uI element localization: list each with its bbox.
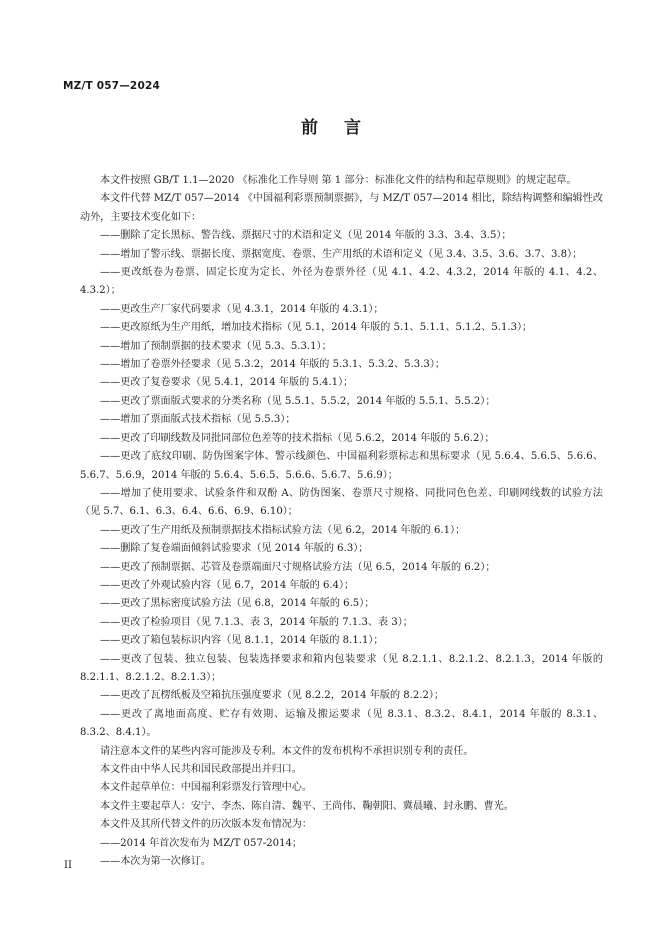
- paragraph: 本文件起草单位：中国福利彩票发行管理中心。: [100, 782, 312, 794]
- list-item: ——更改了包装、独立包装、包装选择要求和箱内包装要求（见 8.2.1.1、8.2.1.2、8.2.1.3，2014 年版的 8.2.1.1、8.2.1.2、8.2.1.3）；: [80, 653, 603, 683]
- list-item: ——更改了底纹印刷、防伪图案字体、警示线颜色、中国福利彩票标志和黑标要求（见 5.6.4、5.6.5、5.6.6、5.6.7、5.6.9，2014 年版的 5.6.4、5.6.5、5.6.6、5.6.7、5.6.9）；: [80, 451, 603, 481]
- list-item: ——更改了瓦楞纸板及空箱抗压强度要求（见 8.2.2，2014 年版的 8.2.2）；: [100, 690, 445, 702]
- list-item: ——更改纸卷为卷票、固定长度为定长、外径为卷票外径（见 4.1、4.2、4.3.2，2014 年版的 4.1、4.2、4.3.2）；: [80, 267, 603, 297]
- list-item: ——更改原纸为生产用纸，增加技术指标（见 5.1，2014 年版的 5.1、5.1.1、5.1.2、5.1.3）；: [100, 322, 533, 334]
- list-item: ——更改了箱包装标识内容（见 8.1.1，2014 年版的 8.1.1）；: [100, 635, 384, 647]
- list-item: ——增加了警示线、票据长度、票据宽度、卷票、生产用纸的术语和定义（见 3.4、3.5、3.6、3.7、3.8）；: [100, 248, 583, 260]
- foreword-body: [80, 172, 603, 871]
- list-item: ——更改生产厂家代码要求（见 4.3.1，2014 年版的 4.3.1）；: [100, 303, 384, 315]
- list-item: ——更改了外观试验内容（见 6.7，2014 年版的 6.4）；: [100, 579, 355, 591]
- list-item: ——更改了预制票据、芯管及卷票端面尺寸规格试验方法（见 6.5，2014 年版的 6.2）；: [100, 561, 496, 573]
- list-item: ——更改了生产用纸及预制票据技术指标试验方法（见 6.2，2014 年版的 6.1）；: [100, 524, 466, 536]
- list-item: ——更改了离地面高度、贮存有效期、运输及搬运要求（见 8.3.1、8.3.2、8.4.1，2014 年版的 8.3.1、8.3.2、8.4.1）。: [80, 708, 603, 739]
- standard-code: MZ/T 057—2024: [63, 80, 160, 92]
- list-item: ——更改了黑标密度试验方法（见 6.8，2014 年版的 6.5）；: [100, 598, 375, 610]
- list-item: ——增加了卷票外径要求（见 5.3.2，2014 年版的 5.3.1、5.3.2、5.3.3）；: [100, 359, 445, 371]
- paragraph: 本文件代替 MZ/T 057—2014 《中国福利彩票预制票据》，与 MZ/T 057—2014 相比，除结构调整和编辑性改动外，主要技术变化如下：: [80, 193, 603, 223]
- list-item: ——2014 年首次发布为 MZ/T 057-2014；: [100, 837, 303, 849]
- list-item: ——删除了定长黑标、警告线、票据尺寸的术语和定义（见 2014 年版的 3.3、3.4、3.5）；: [100, 230, 512, 242]
- paragraph: 请注意本文件的某些内容可能涉及专利。本文件的发布机构不承担识别专利的责任。: [100, 745, 474, 757]
- list-item: ——增加了票面版式技术指标（见 5.5.3）；: [100, 414, 296, 426]
- list-item: ——更改了印刷线数及同批同部位色差等的技术指标（见 5.6.2，2014 年版的 5.6.2）；: [100, 432, 495, 444]
- paragraph: 本文件及其所代替文件的历次版本发布情况为：: [100, 819, 312, 831]
- page-number: II: [64, 860, 72, 871]
- list-item: ——本次为第一次修订。: [100, 856, 212, 868]
- list-item: ——更改了复卷要求（见 5.4.1，2014 年版的 5.4.1）；: [100, 377, 354, 389]
- list-item: ——更改了票面版式要求的分类名称（见 5.5.1、5.5.2，2014 年版的 5.5.1、5.5.2）；: [100, 395, 496, 407]
- page-title: 前言: [301, 118, 387, 138]
- list-item: ——增加了使用要求、试验条件和双酚 A、防伪图案、卷票尺寸规格、同批同色色差、印刷网线数的试验方法（见 5.7、6.1、6.3、6.4、6.6、6.9、6.10）；: [80, 487, 603, 518]
- paragraph: 本文件主要起草人：安宁、李杰、陈自清、魏平、王尚伟、鞠朝阳、冀晨曦、封永鹏、曹光。: [100, 800, 514, 812]
- list-item: ——更改了检验项目（见 7.1.3、表 3，2014 年版的 7.1.3、表 3）；: [100, 616, 413, 628]
- list-item: ——增加了预制票据的技术要求（见 5.3、5.3.1）；: [100, 340, 332, 352]
- list-item: ——删除了复卷端面倾斜试验要求（见 2014 年版的 6.3）；: [100, 543, 369, 555]
- paragraph: 本文件由中华人民共和国民政部提出并归口。: [100, 764, 302, 775]
- paragraph: 本文件按照 GB/T 1.1—2020 《标准化工作导则 第 1 部分：标准化文件的结构和起草规则》的规定起草。: [100, 175, 577, 186]
